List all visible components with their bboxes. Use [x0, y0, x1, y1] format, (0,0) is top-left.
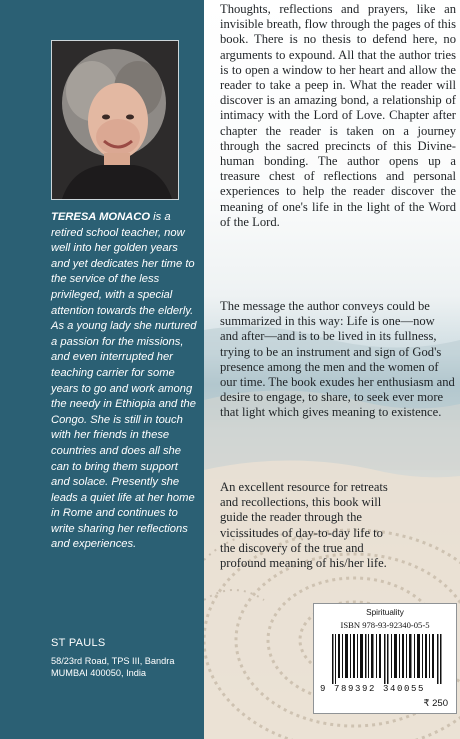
- blurb-paragraph-3: An excellent resource for retreats and recollections, this book will guide the reader through the vicissitudes of day-to-day life to the discovery of the true and profound meaning of his/her life.: [220, 480, 388, 571]
- barcode-label: [313, 603, 457, 714]
- author-photo: [51, 40, 179, 200]
- isbn-text: ISBN 978-93-92340-05-5: [340, 620, 430, 630]
- publisher-address: [51, 655, 201, 679]
- barcode-image: [332, 634, 442, 684]
- publisher-info: [51, 636, 201, 679]
- author-bio-text: is a retired school teacher, now well into her golden years and yet dedicates her time to the service of the less privileged, with a special attention towards the elderly. As a young lady she nurtured a passion for the missions, and even interrupted her teaching carrier for some years to go and work among the needy in Ethiopia and the Congo. She is still in touch with her friends in these countries and does all she can to bring them support and solace. Presently she leads a quiet life at her home in Rome and continues to write sharing her reflections and experiences.: [51, 211, 197, 551]
- publisher-address-line2: MUMBAI 400050, India: [51, 668, 146, 678]
- barcode-number: 9 789392 340055: [320, 684, 426, 694]
- book-category: Spirituality: [366, 608, 404, 617]
- publisher-name: ST PAULS: [51, 637, 106, 649]
- price: ₹ 250: [423, 698, 448, 709]
- publisher-address-line1: 58/23rd Road, TPS III, Bandra: [51, 656, 175, 666]
- author-name: TERESA MONACO: [51, 211, 151, 223]
- author-panel: [0, 0, 204, 739]
- author-bio: [51, 210, 197, 553]
- blurb-paragraph-1: Thoughts, reflections and prayers, like an invisible breath, flow through the pages of this book. There is no thesis to defend here, no arguments to expound. All that the author tries is to open a window to her heart and allow the reader to take a peep in. What the reader will discover is an amazing bond, a relationship of intimacy with the Lord of Love. Chapter after chapter the reader is taken on a journey through the sacred precincts of this Divine-human bonding. The author opens up a treasure chest of reflections and personal experiences to help the reader discover the meaning of one's life in the light of the Word of the Lord.: [220, 2, 456, 229]
- blurb-paragraph-2: The message the author conveys could be summarized in this way: Life is one—now and after—and is to be lived in its fullness, trying to be an instrument and sign of God's presence among the men and the women of our time. The book exudes her enthusiasm and desire to engage, to share, to seek ever more that light which gives meaning to existence.: [220, 299, 455, 420]
- author-portrait-image: [52, 41, 178, 199]
